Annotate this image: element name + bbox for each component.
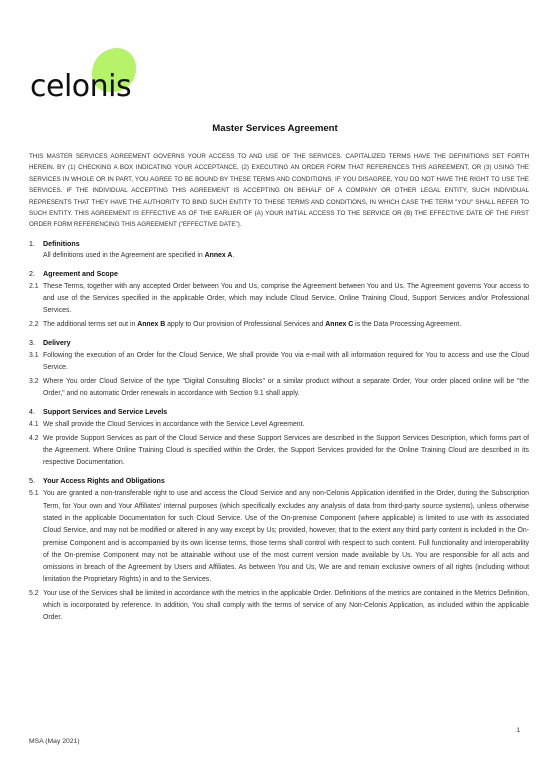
section-definitions	[29, 239, 529, 262]
annex-a-reference: Annex A	[204, 251, 233, 259]
annex-b-reference: Annex B	[137, 320, 166, 328]
section-delivery	[29, 338, 529, 400]
clause-5-2: 5.2 Your use of the Services shall be limited in accordance with the metrics in the applicable Order. Definitions of the metrics are contained in the Metrics Definition, which is incorporated by reference. In addition, You shall comply with the terms of service of any Non-Celonis Application, as included within the applicable Order.	[29, 589, 529, 622]
section-heading: Agreement and Scope	[43, 269, 118, 278]
document-title: Master Services Agreement	[212, 123, 338, 134]
clause-2-2: 2.2 The additional terms set out in Annex B apply to Our provision of Professional Services and Annex C is the Data Processing Agreement.	[29, 320, 462, 328]
section-access-rights	[29, 476, 529, 624]
section-text: All definitions used in the Agreement are specified in Annex A.	[43, 251, 235, 259]
page-number: 1	[516, 727, 520, 734]
document-body	[29, 151, 529, 625]
annex-c-reference: Annex C	[325, 320, 354, 328]
section-number: 1.	[29, 239, 35, 248]
clause-5-1: 5.1 You are granted a non-transferable right to use and access the Cloud Service and any non-Celonis Application identified in the Order, during the Subscription Term, for Your own and Your Affiliates' internal purposes (which specifically excludes any analysis of data from third-party source systems), unless otherwise stated in the applicable Documentation for such Cloud Service. Use of the On-premise Component (where applicable) is limited to use with its associated Cloud Service, and may not be modified or altered in any way except by Us; provided, however, that to the extent any third party content is included in the On-premise Component and is accompanied by its own license terms, those terms shall control with respect to such content. Full functionality and interoperability of the On-premise Component may not be attainable without use of the most current version made available by Us. You are responsible for all acts and omissions in breach of the Agreement by Users and Affiliates. As between You and Us, We are and remain exclusive owners of all rights (including without limitation the Proprietary Rights) in and to the Services.	[29, 490, 529, 584]
section-heading: Delivery	[43, 339, 71, 348]
section-heading: Your Access Rights and Obligations	[43, 477, 165, 486]
footer-label: MSA (May 2021)	[29, 738, 80, 745]
section-heading: Definitions	[43, 239, 80, 248]
clause-4-2: 4.2 We provide Support Services as part of the Cloud Service and these Support Services are described in the Support Services Description, which forms part of the Agreement. Where Online Training Cloud is specified within the Order, the Support Services provided for the Online Training Cloud are described in its respective Documentation.	[29, 434, 529, 467]
logo-wordmark: celonis	[30, 69, 132, 104]
section-heading: Support Services and Service Levels	[43, 408, 168, 417]
clause-2-1: 2.1 These Terms, together with any accepted Order between You and Us, comprise the Agreement between You and Us. The Agreement governs Your access to and use of the Services specified in the applicable Order, which may include Cloud Service, Online Training Cloud, Support Services and/or Professional Services.	[29, 282, 529, 315]
section-number: 3.	[29, 339, 35, 348]
clause-4-1: 4.1 We shall provide the Cloud Services in accordance with the Service Level Agreement.	[29, 421, 305, 429]
celonis-logo	[30, 48, 150, 110]
section-support-services	[29, 407, 529, 469]
clause-3-2: 3.2 Where You order Cloud Service of the type "Digital Consulting Blocks" or a similar product without a separate Order, Your order placed online will be "the Order," and no automatic Order renewals in accordance with Section 9.1 shall apply.	[29, 377, 529, 397]
section-number: 2.	[29, 269, 35, 278]
section-agreement-scope	[29, 269, 529, 331]
section-number: 5.	[29, 477, 35, 486]
intro-paragraph: THIS MASTER SERVICES AGREEMENT GOVERNS YOUR ACCESS TO AND USE OF THE SERVICES. CAPITALIZED TERMS HAVE THE DEFINITIONS SET FORTH HEREIN. BY (1) CHECKING A BOX INDICATING YOUR ACCEPTANCE, (2) EXECUTING AN ORDER FORM THAT REFERENCES THIS AGREEMENT, OR (3) USING THE SERVICES IN WHOLE OR IN PART, YOU AGREE TO BE BOUND BY THESE TERMS AND CONDITIONS. IF YOU DISAGREE, YOU DO NOT HAVE THE RIGHT TO USE THE SERVICES. IF THE INDIVIDUAL ACCEPTING THIS AGREEMENT IS ACCEPTING ON BEHALF OF A COMPANY OR OTHER LEGAL ENTITY, SUCH INDIVIDUAL REPRESENTS THAT THEY HAVE THE AUTHORITY TO BIND SUCH ENTITY TO THESE TERMS AND CONDITIONS, IN WHICH CASE THE TERM "YOU" SHALL REFER TO SUCH ENTITY. THIS AGREEMENT IS EFFECTIVE AS OF THE EARLIER OF (A) YOUR INITIAL ACCESS TO THE SERVICE OR (B) THE EFFECTIVE DATE OF THE FIRST ORDER FORM REFERENCING THIS AGREEMENT ("EFFECTIVE DATE").	[29, 153, 529, 229]
clause-3-1: 3.1 Following the execution of an Order for the Cloud Service, We shall provide You via e-mail with all information required for You to access and use the Cloud Service.	[29, 352, 529, 372]
section-number: 4.	[29, 408, 35, 417]
